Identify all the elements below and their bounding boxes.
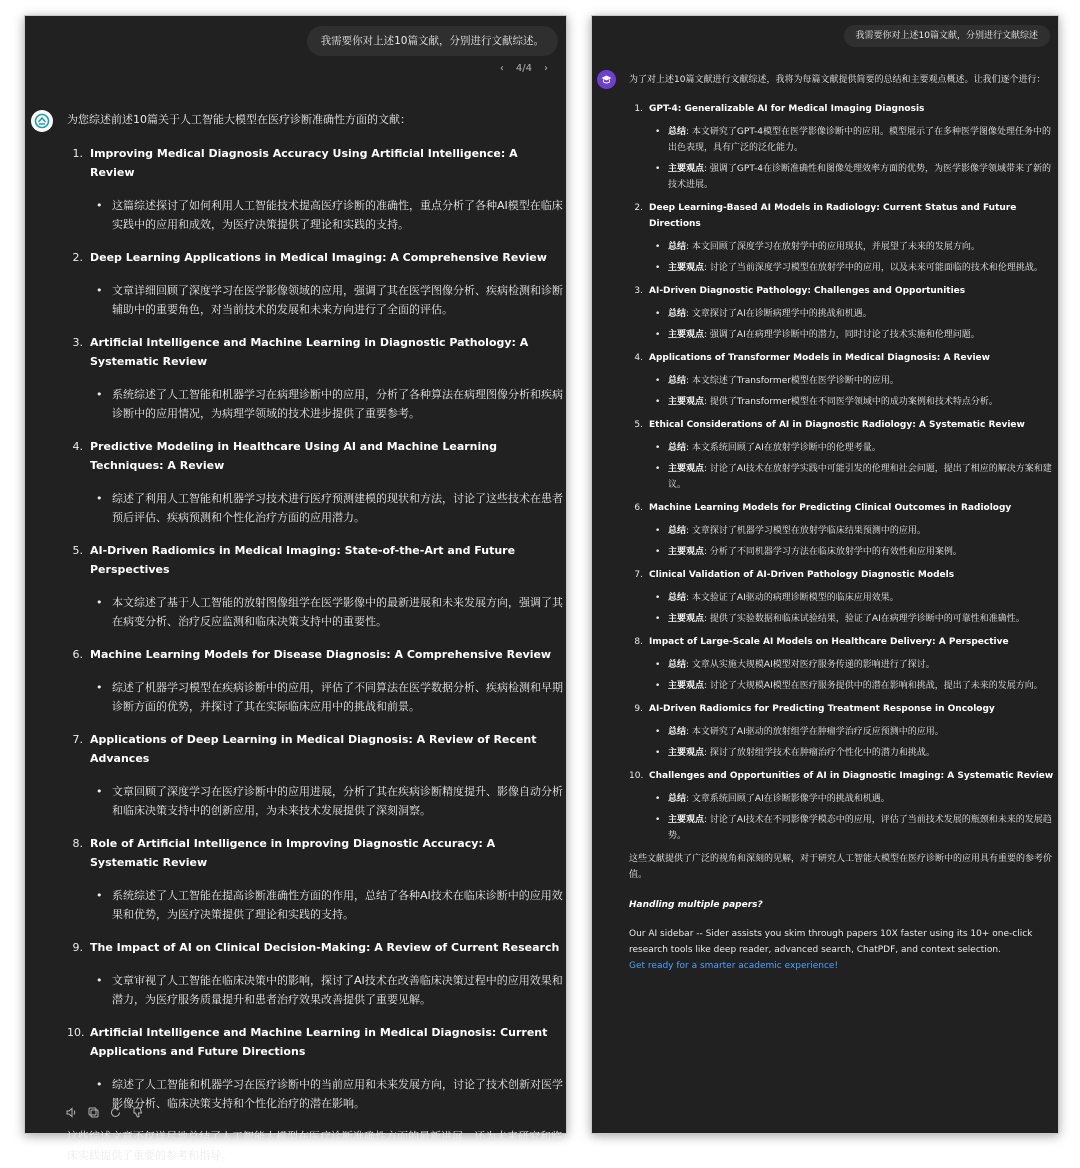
item-description: • 综述了机器学习模型在疾病诊断中的应用，评估了不同算法在医学数据分析、疾病检测和早期诊断方面的优势，并探讨了其在实际临床应用中的挑战和前景。 [112, 678, 563, 716]
item-bullets [649, 306, 1055, 343]
promo-text: Our AI sidebar -- Sider assists you skim through papers 10X faster using its 10+ one-click research tools like deep reader, advanced search, ChatPDF, and context selection. [629, 929, 1033, 955]
item-title: Applications of Deep Learning in Medical Diagnosis: A Review of Recent Advances [90, 733, 537, 765]
chatgpt-logo-icon [31, 110, 53, 132]
item-bullets [649, 590, 1055, 627]
promo-heading: Handling multiple papers? [629, 900, 763, 910]
item-title: Role of Artificial Intelligence in Improving Diagnostic Accuracy: A Systematic Review [90, 837, 496, 869]
summary-text: 本文研究了AI驱动的放射组学在肿瘤学治疗反应预测中的应用。 [691, 727, 944, 737]
item-bullets [90, 678, 563, 716]
item-number: 9. [72, 941, 83, 954]
chevron-left-icon[interactable]: ‹ [499, 63, 504, 74]
sider-logo-icon [597, 70, 616, 89]
review-item [67, 938, 563, 1009]
item-number: 10. [67, 1026, 85, 1039]
review-item [67, 834, 563, 924]
item-title: GPT-4: Generalizable AI for Medical Imaging Diagnosis [649, 104, 925, 114]
response-intro: 为了对上述10篇文献进行文献综述，我将为每篇文献提供简要的总结和主要观点概述。让我们逐个进行： [629, 75, 1046, 85]
item-viewpoint [668, 812, 1055, 844]
item-number: 10. [629, 771, 644, 781]
review-item [629, 101, 1055, 193]
label-colon: : [686, 443, 692, 453]
viewpoint-text: 强调了GPT-4在诊断准确性和图像处理效率方面的优势，为医学影像学领域带来了新的技术进展。 [668, 164, 1051, 190]
label-colon: : [704, 815, 710, 825]
item-bullets [649, 791, 1055, 844]
item-number: 1. [72, 147, 83, 160]
user-message: 我需要你对上述10篇文献，分别进行文献综述 [844, 25, 1050, 47]
assistant-response [629, 72, 1055, 974]
item-title: Deep Learning Applications in Medical Imaging: A Comprehensive Review [90, 251, 547, 264]
speaker-icon[interactable] [65, 1104, 78, 1117]
item-number: 2. [634, 203, 643, 213]
item-viewpoint [668, 461, 1055, 493]
item-number: 7. [634, 570, 643, 580]
label-colon: : [704, 330, 710, 340]
label-colon: : [704, 681, 710, 691]
label-colon: : [704, 464, 710, 474]
label-colon: : [704, 547, 710, 557]
item-description: • 文章审视了人工智能在临床决策中的影响，探讨了AI技术在改善临床决策过程中的应用效果和潜力，为医疗服务质量提升和患者治疗效果改善提供了重要见解。 [112, 971, 563, 1009]
item-title: Ethical Considerations of AI in Diagnostic Radiology: A Systematic Review [649, 420, 1025, 430]
thumbs-down-icon[interactable] [131, 1104, 144, 1117]
item-number: 5. [72, 544, 83, 557]
item-title: Deep Learning-Based AI Models in Radiology: Current Status and Future Directions [649, 203, 1017, 229]
response-intro: 为您综述前述10篇关于人工智能大模型在医疗诊断准确性方面的文献： [67, 113, 411, 126]
promo-body [629, 926, 1055, 974]
summary-label: 总结 [668, 443, 687, 453]
label-colon: : [686, 376, 692, 386]
item-bullets [649, 724, 1055, 761]
viewpoint-label: 主要观点 [668, 164, 705, 174]
copy-icon[interactable] [87, 1104, 100, 1117]
review-list [67, 144, 563, 1113]
response-summary: 这些综述文章不仅详尽地总结了人工智能大模型在医疗诊断准确性方面的最新进展，还为未来研究和临床实践提供了重要的参考和指导。 [67, 1130, 562, 1162]
item-number: 4. [634, 353, 643, 363]
item-title: Machine Learning Models for Disease Diagnosis: A Comprehensive Review [90, 648, 552, 661]
viewpoint-text: 提供了实验数据和临床试验结果，验证了AI在病理学诊断中的可靠性和准确性。 [709, 614, 1025, 624]
item-title: Clinical Validation of AI-Driven Pathology Diagnostic Models [649, 570, 955, 580]
item-description: • 系统综述了人工智能和机器学习在病理诊断中的应用，分析了各种算法在病理图像分析和疾病诊断中的应用情况，为病理学领域的技术进步提供了重要参考。 [112, 385, 563, 423]
viewpoint-text: 讨论了大规模AI模型在医疗服务提供中的潜在影响和挑战，提出了未来的发展方向。 [709, 681, 1043, 691]
item-bullets [90, 196, 563, 234]
item-bullets [90, 593, 563, 631]
viewpoint-label: 主要观点 [668, 748, 705, 758]
item-bullets [90, 971, 563, 1009]
summary-label: 总结 [668, 593, 687, 603]
viewpoint-text: 讨论了当前深度学习模型在放射学中的应用，以及未来可能面临的技术和伦理挑战。 [709, 263, 1043, 273]
item-description: • 系统综述了人工智能在提高诊断准确性方面的作用，总结了各种AI技术在临床诊断中的应用效果和优势，为医疗决策提供了理论和实践的支持。 [112, 886, 563, 924]
item-viewpoint [668, 611, 1055, 627]
viewpoint-text: 讨论了AI技术在放射学实践中可能引发的伦理和社会问题，提出了相应的解决方案和建议。 [668, 464, 1052, 490]
viewpoint-text: 探讨了放射组学技术在肿瘤治疗个性化中的潜力和挑战。 [709, 748, 935, 758]
summary-label: 总结 [668, 794, 687, 804]
message-actions [65, 1104, 144, 1117]
item-number: 1. [634, 104, 643, 114]
summary-text: 文章探讨了AI在诊断病理学中的挑战和机遇。 [691, 309, 872, 319]
item-bullets [649, 657, 1055, 694]
pager-count: 4/4 [515, 63, 532, 74]
viewpoint-label: 主要观点 [668, 547, 705, 557]
item-number: 6. [72, 648, 83, 661]
viewpoint-label: 主要观点 [668, 263, 705, 273]
item-number: 2. [72, 251, 83, 264]
review-item [67, 645, 563, 716]
item-title: Improving Medical Diagnosis Accuracy Using Artificial Intelligence: A Review [90, 147, 518, 179]
item-title: Impact of Large-Scale AI Models on Healthcare Delivery: A Perspective [649, 637, 1009, 647]
item-bullets [90, 782, 563, 820]
label-colon: : [686, 526, 692, 536]
item-description: • 文章详细回顾了深度学习在医学影像领域的应用，强调了其在医学图像分析、疾病检测和诊断辅助中的重要角色，对当前技术的发展和未来方向进行了全面的评估。 [112, 281, 563, 319]
item-title: AI-Driven Radiomics in Medical Imaging: State-of-the-Art and Future Perspectives [90, 544, 516, 576]
review-item [629, 701, 1055, 761]
item-description: • 综述了利用人工智能和机器学习技术进行医疗预测建模的现状和方法，讨论了这些技术在患者预后评估、疾病预测和个性化治疗方面的应用潜力。 [112, 489, 563, 527]
review-item [67, 248, 563, 319]
review-item [629, 350, 1055, 410]
label-colon: : [686, 593, 692, 603]
item-number: 3. [72, 336, 83, 349]
item-number: 4. [72, 440, 83, 453]
viewpoint-text: 分析了不同机器学习方法在临床放射学中的有效性和应用案例。 [709, 547, 962, 557]
summary-text: 本文系统回顾了AI在放射学诊断中的伦理考量。 [691, 443, 881, 453]
summary-label: 总结 [668, 127, 687, 137]
review-item [629, 634, 1055, 694]
review-item [67, 730, 563, 820]
item-title: The Impact of AI on Clinical Decision-Making: A Review of Current Research [90, 941, 560, 954]
item-description: • 综述了人工智能和机器学习在医疗诊断中的当前应用和未来发展方向，讨论了技术创新对医学影像分析、临床决策支持和个性化治疗的潜在影响。 [112, 1075, 563, 1113]
label-colon: : [704, 614, 710, 624]
review-item [629, 200, 1055, 276]
viewpoint-text: 讨论了AI技术在不同影像学模态中的应用，评估了当前技术发展的瓶颈和未来的发展趋势。 [668, 815, 1052, 841]
item-description: • 文章回顾了深度学习在医疗诊断中的应用进展，分析了其在疾病诊断精度提升、影像自动分析和临床决策支持中的创新应用，为未来技术发展提供了深刻洞察。 [112, 782, 563, 820]
response-summary: 这些文献提供了广泛的视角和深刻的见解，对于研究人工智能大模型在医疗诊断中的应用具有重要的参考价值。 [629, 854, 1053, 880]
viewpoint-text: 强调了AI在病理学诊断中的潜力，同时讨论了技术实施和伦理问题。 [709, 330, 980, 340]
review-item [629, 567, 1055, 627]
item-bullets [90, 1075, 563, 1113]
item-bullets [649, 373, 1055, 410]
item-summary [668, 373, 1055, 389]
chevron-right-icon[interactable]: › [544, 63, 548, 74]
item-summary [668, 791, 1055, 807]
summary-label: 总结 [668, 309, 687, 319]
item-description: • 这篇综述探讨了如何利用人工智能技术提高医疗诊断的准确性，重点分析了各种AI模型在临床实践中的应用和成效，为医疗决策提供了理论和实践的支持。 [112, 196, 563, 234]
item-bullets [649, 523, 1055, 560]
item-summary [668, 306, 1055, 322]
label-colon: : [704, 263, 710, 273]
item-summary [668, 590, 1055, 606]
item-viewpoint [668, 327, 1055, 343]
item-number: 3. [634, 286, 643, 296]
item-number: 8. [72, 837, 83, 850]
viewpoint-label: 主要观点 [668, 330, 705, 340]
review-item [629, 283, 1055, 343]
item-viewpoint [668, 678, 1055, 694]
summary-text: 文章从实施大规模AI模型对医疗服务传递的影响进行了探讨。 [691, 660, 935, 670]
summary-label: 总结 [668, 727, 687, 737]
item-bullets [90, 281, 563, 319]
item-summary [668, 657, 1055, 673]
review-item [629, 417, 1055, 493]
label-colon: : [704, 397, 710, 407]
review-item [629, 768, 1055, 844]
item-bullets [649, 239, 1055, 276]
item-title: Artificial Intelligence and Machine Learning in Diagnostic Pathology: A Systematic Review [90, 336, 529, 368]
item-summary [668, 523, 1055, 539]
chatgpt-conversation-panel [24, 15, 567, 1162]
review-list [629, 101, 1055, 844]
label-colon: : [686, 242, 692, 252]
response-pager [500, 63, 548, 74]
review-item [67, 144, 563, 234]
item-bullets [649, 124, 1055, 193]
viewpoint-label: 主要观点 [668, 464, 705, 474]
summary-text: 文章系统回顾了AI在诊断影像学中的挑战和机遇。 [691, 794, 890, 804]
item-title: Machine Learning Models for Predicting Clinical Outcomes in Radiology [649, 503, 1012, 513]
review-item [67, 437, 563, 527]
item-bullets [90, 886, 563, 924]
label-colon: : [686, 127, 692, 137]
item-viewpoint [668, 394, 1055, 410]
viewpoint-label: 主要观点 [668, 681, 705, 691]
item-title: Predictive Modeling in Healthcare Using AI and Machine Learning Techniques: A Review [90, 440, 497, 472]
summary-label: 总结 [668, 376, 687, 386]
item-number: 5. [634, 420, 643, 430]
item-title: AI-Driven Diagnostic Pathology: Challenges and Opportunities [649, 286, 966, 296]
review-item [67, 1023, 563, 1113]
label-colon: : [686, 727, 692, 737]
summary-text: 本文回顾了深度学习在放射学中的应用现状，并展望了未来的发展方向。 [691, 242, 980, 252]
item-bullets [649, 440, 1055, 493]
summary-label: 总结 [668, 660, 687, 670]
item-title: Applications of Transformer Models in Medical Diagnosis: A Review [649, 353, 990, 363]
item-number: 6. [634, 503, 643, 513]
regenerate-icon[interactable] [109, 1104, 122, 1117]
promo-link[interactable]: Get ready for a smarter academic experience! [629, 961, 839, 971]
review-item [67, 541, 563, 631]
viewpoint-label: 主要观点 [668, 614, 705, 624]
item-viewpoint [668, 745, 1055, 761]
item-bullets [90, 489, 563, 527]
item-number: 9. [634, 704, 643, 714]
item-title: Challenges and Opportunities of AI in Diagnostic Imaging: A Systematic Review [649, 771, 1054, 781]
label-colon: : [704, 748, 710, 758]
label-colon: : [686, 660, 692, 670]
summary-text: 本文综述了Transformer模型在医学诊断中的应用。 [691, 376, 899, 386]
item-viewpoint [668, 161, 1055, 193]
user-message: 我需要你对上述10篇文献，分别进行文献综述。 [307, 26, 558, 56]
item-summary [668, 724, 1055, 740]
item-summary [668, 124, 1055, 156]
review-item [67, 333, 563, 423]
summary-text: 本文验证了AI驱动的病理诊断模型的临床应用效果。 [691, 593, 899, 603]
summary-label: 总结 [668, 526, 687, 536]
item-title: AI-Driven Radiomics for Predicting Treatment Response in Oncology [649, 704, 995, 714]
review-item [629, 500, 1055, 560]
label-colon: : [686, 794, 692, 804]
viewpoint-text: 提供了Transformer模型在不同医学领域中的成功案例和技术特点分析。 [709, 397, 998, 407]
label-colon: : [704, 164, 710, 174]
viewpoint-label: 主要观点 [668, 815, 705, 825]
item-viewpoint [668, 544, 1055, 560]
viewpoint-label: 主要观点 [668, 397, 705, 407]
item-summary [668, 239, 1055, 255]
item-number: 7. [72, 733, 83, 746]
label-colon: : [686, 309, 692, 319]
summary-label: 总结 [668, 242, 687, 252]
summary-text: 本文研究了GPT-4模型在医学影像诊断中的应用。模型展示了在多种医学图像处理任务中的出色表现，具有广泛的泛化能力。 [668, 127, 1051, 153]
item-viewpoint [668, 260, 1055, 276]
item-summary [668, 440, 1055, 456]
item-bullets [90, 385, 563, 423]
summary-text: 文章探讨了机器学习模型在放射学临床结果预测中的应用。 [691, 526, 926, 536]
item-title: Artificial Intelligence and Machine Learning in Medical Diagnosis: Current Applications and Future Directions [90, 1026, 548, 1058]
item-number: 8. [634, 637, 643, 647]
assistant-response [67, 110, 563, 1165]
sider-conversation-panel [591, 15, 1059, 1134]
item-description: • 本文综述了基于人工智能的放射图像组学在医学影像中的最新进展和未来发展方向，强调了其在病变分析、治疗反应监测和临床决策支持中的重要性。 [112, 593, 563, 631]
